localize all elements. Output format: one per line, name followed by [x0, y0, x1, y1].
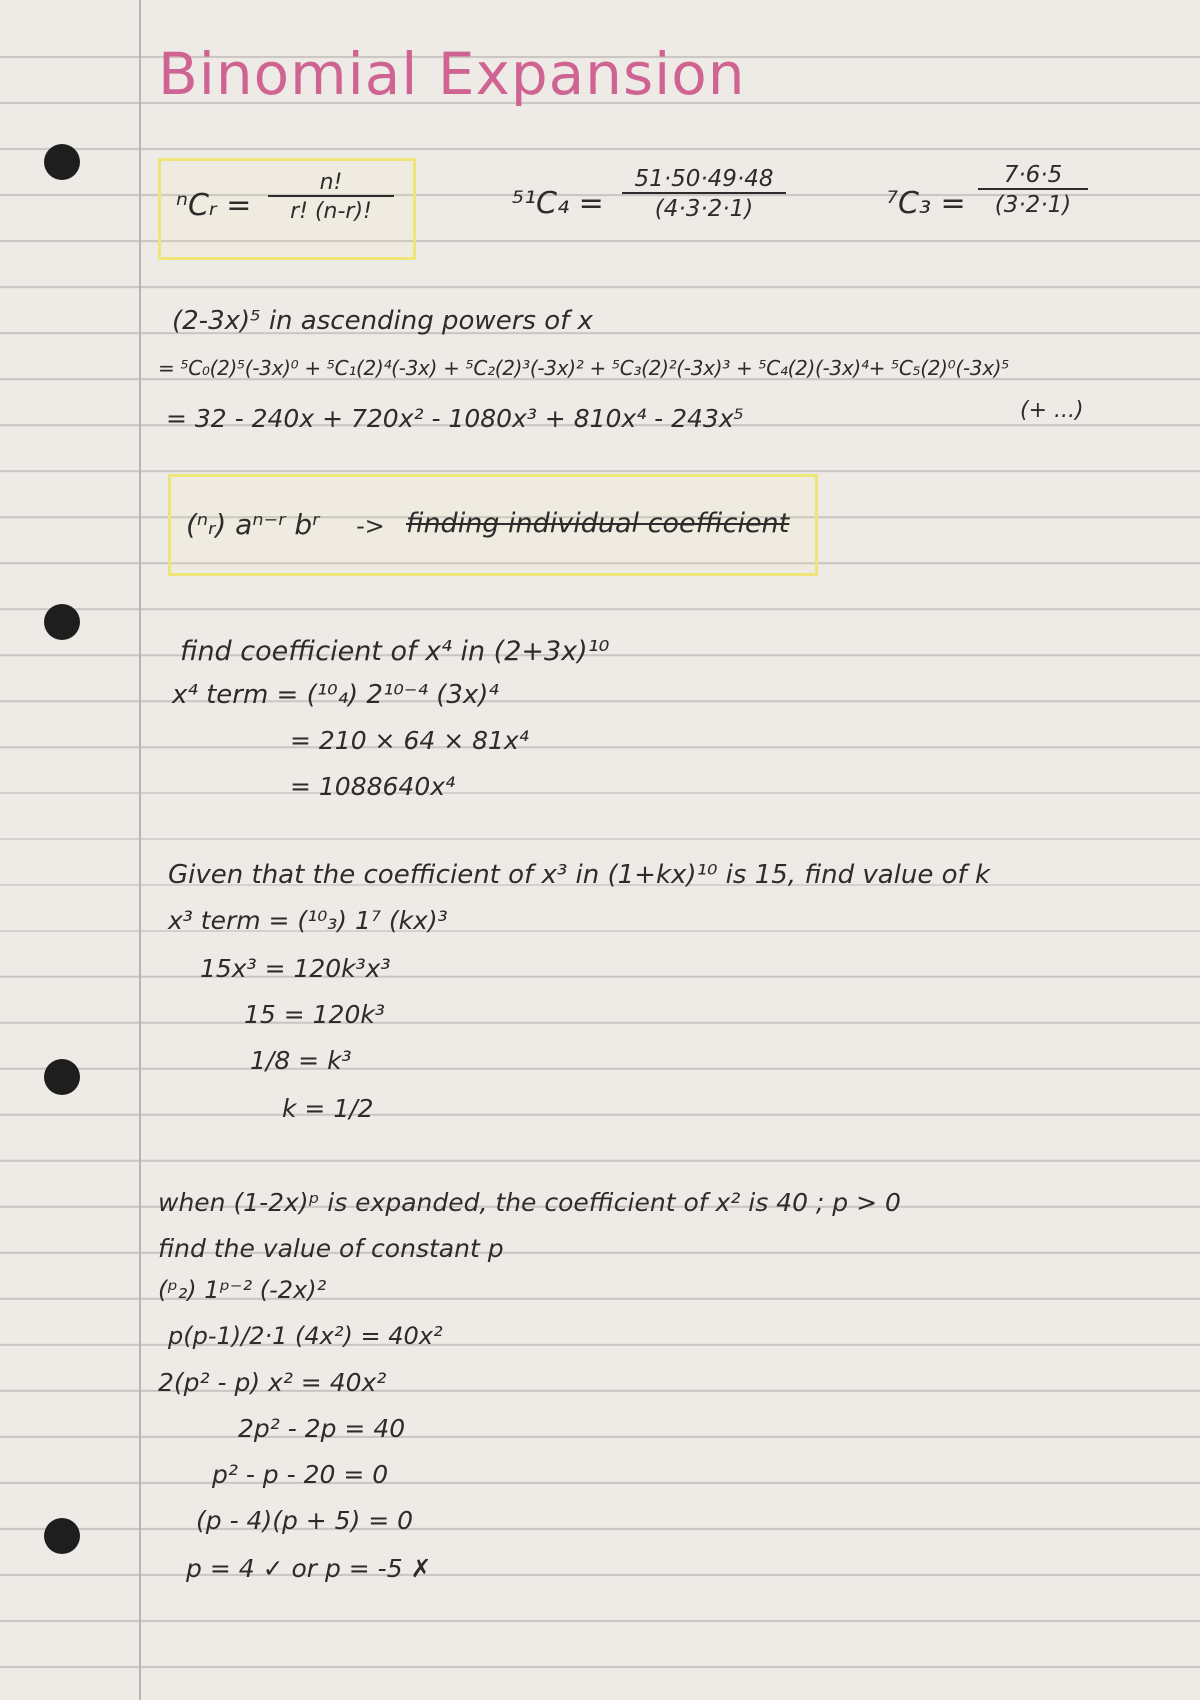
- example2-line: 15x³ = 120k³x³: [200, 954, 391, 983]
- example3-line: (ᵖ₂) 1ᵖ⁻² (-2x)²: [158, 1276, 327, 1304]
- page-title: Binomial Expansion: [158, 40, 746, 108]
- example3-line: 2(p² - p) x² = 40x²: [158, 1368, 387, 1397]
- c7-3-denominator: (3·2·1): [994, 192, 1072, 218]
- binder-hole: [44, 144, 80, 180]
- c51-4-fraction: [622, 166, 786, 222]
- c51-4-denominator: (4·3·2·1): [654, 196, 754, 222]
- c51-4-numerator: 51·50·49·48: [622, 166, 786, 194]
- example3-line: p(p-1)/2·1 (4x²) = 40x²: [168, 1322, 443, 1350]
- example3-question-line-1: when (1-2x)ᵖ is expanded, the coefficient of x² is 40 ; p > 0: [158, 1188, 901, 1217]
- c51-4-lhs: ⁵¹C₄ =: [512, 186, 604, 221]
- binder-hole: [44, 604, 80, 640]
- general-term-description: finding individual coefficient: [406, 508, 790, 539]
- example3-line: (p - 4)(p + 5) = 0: [196, 1506, 414, 1535]
- example3-line: p = 4 ✓ or p = -5 ✗: [186, 1554, 432, 1583]
- example1-question: find coefficient of x⁴ in (2+3x)¹⁰: [180, 636, 610, 667]
- example2-line: k = 1/2: [282, 1094, 374, 1123]
- c7-3-numerator: 7·6·5: [978, 162, 1088, 190]
- expansion-note: (+ ...): [1020, 398, 1084, 423]
- example3-question-line-2: find the value of constant p: [158, 1234, 504, 1263]
- margin-line: [139, 0, 141, 1700]
- example2-line: 1/8 = k³: [250, 1046, 352, 1075]
- example1-line: = 1088640x⁴: [290, 772, 456, 801]
- general-term-formula: (ⁿᵣ) aⁿ⁻ʳ bʳ: [186, 508, 320, 541]
- example1-line: x⁴ term = (¹⁰₄) 2¹⁰⁻⁴ (3x)⁴: [172, 680, 499, 710]
- example2-line: x³ term = (¹⁰₃) 1⁷ (kx)³: [168, 906, 448, 935]
- example3-line: p² - p - 20 = 0: [212, 1460, 389, 1489]
- ncr-fraction: [268, 170, 394, 224]
- c7-3-fraction: [978, 162, 1088, 218]
- c7-3-lhs: ⁷C₃ =: [886, 186, 966, 221]
- ncr-numerator: n!: [268, 170, 394, 197]
- binder-hole: [44, 1059, 80, 1095]
- expansion-line-1: = ⁵C₀(2)⁵(-3x)⁰ + ⁵C₁(2)⁴(-3x) + ⁵C₂(2)³(-3x)² + ⁵C₃(2)²(-3x)³ + ⁵C₄(2)(-3x)⁴+ ⁵C₅(2)⁰(-3x)⁵: [158, 356, 1009, 380]
- ncr-denominator: r! (n-r)!: [290, 199, 372, 224]
- example3-line: 2p² - 2p = 40: [238, 1414, 406, 1443]
- expansion-line-2: = 32 - 240x + 720x² - 1080x³ + 810x⁴ - 243x⁵: [166, 404, 744, 433]
- example2-line: 15 = 120k³: [244, 1000, 385, 1029]
- expansion-heading: (2-3x)⁵ in ascending powers of x: [172, 306, 593, 336]
- arrow-icon: ->: [356, 512, 385, 540]
- binder-hole: [44, 1518, 80, 1554]
- example1-line: = 210 × 64 × 81x⁴: [290, 726, 529, 755]
- example2-question: Given that the coefficient of x³ in (1+kx)¹⁰ is 15, find value of k: [168, 860, 991, 890]
- ncr-lhs: ⁿCᵣ =: [176, 188, 252, 223]
